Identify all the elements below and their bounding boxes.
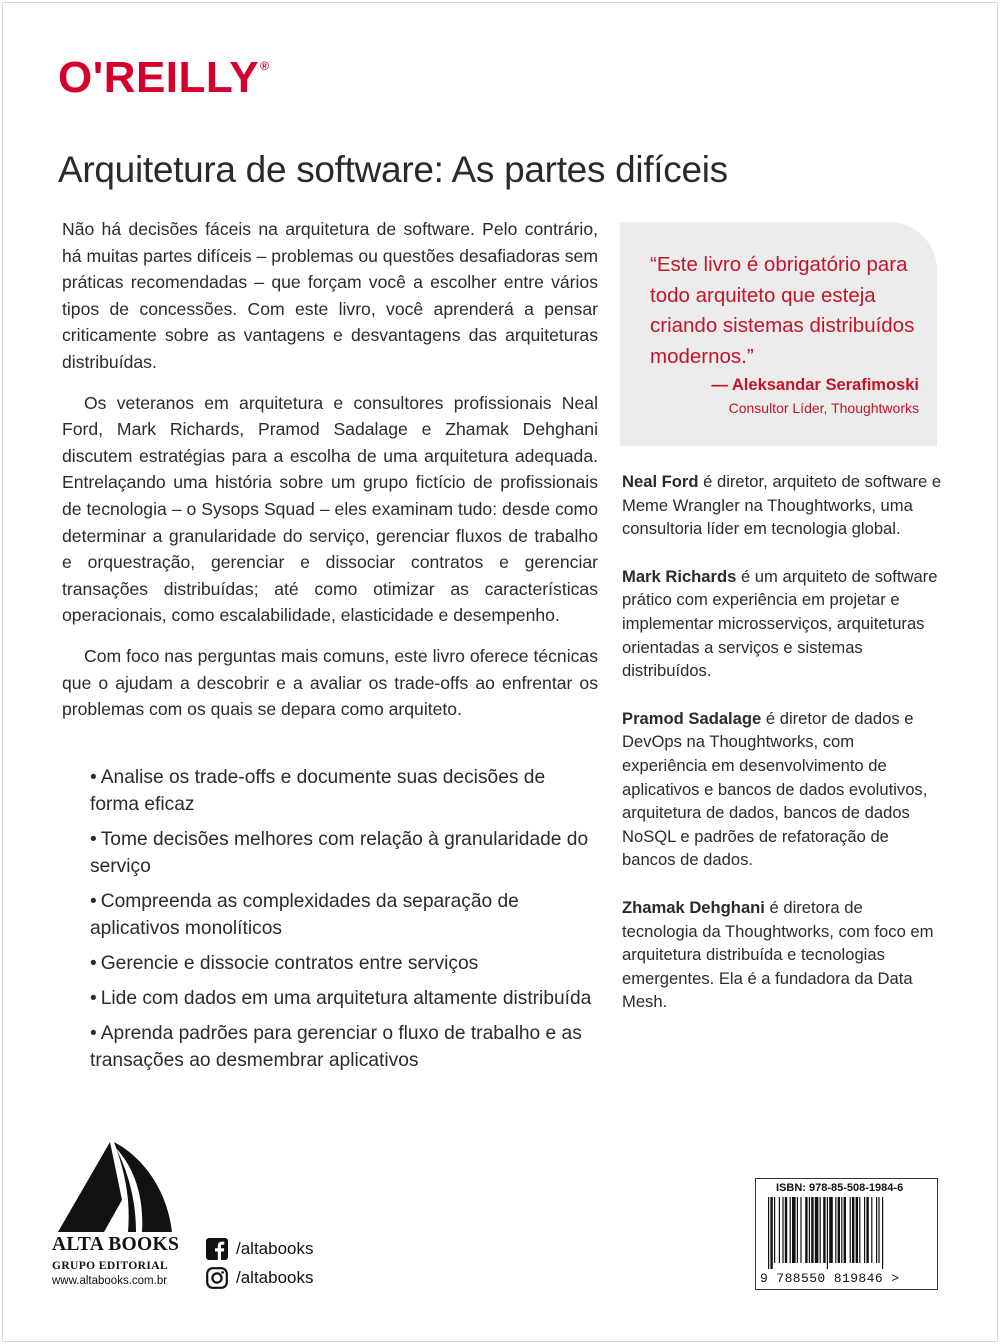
barcode-bar: [809, 1197, 810, 1263]
alta-books-subtitle: GRUPO EDITORIAL: [52, 1260, 169, 1272]
instagram-handle: /altabooks: [236, 1268, 314, 1287]
alta-books-triangle-icon: [52, 1140, 198, 1234]
feature-item: • Gerencie e dissocie contratos entre serviços: [90, 953, 479, 974]
description-paragraph: Não há decisões fáceis na arquitetura de software. Pelo contrário, há muitas partes difíceis – problemas ou questões desafiadoras sem práticas recomendadas – que forçam você a escolher entre vários tipos de concessões. Com este livro, você aprenderá a pensar criticamente sobre as vantagens e desvantagens das arquiteturas distribuídas.: [62, 219, 598, 372]
oreilly-logo-text: O'REILLY: [58, 53, 260, 102]
barcode-bar: [878, 1197, 879, 1263]
barcode-bar: [815, 1197, 819, 1263]
barcode: [768, 1197, 928, 1269]
quote-author-role: Consultor Líder, Thoughtworks: [728, 400, 919, 416]
description-paragraph: Os veteranos em arquitetura e consultores profissionais Neal Ford, Mark Richards, Pramod Sadalage e Zhamak Dehghani discutem estratégias para a escolha de uma arquitetura adequada. Entrelaçando uma história sobre um grupo fictício de profissionais de tecnologia – o Sysops Squad – eles examinam tudo: desde como determinar a granularidade do serviço, gerenciar fluxos de trabalho e orquestração, gerenciar e dissociar contratos e gerenciar transações distribuídas; até como otimizar as características operacionais, como escalabilidade, elasticidade e desempenho.: [62, 392, 598, 626]
endorsement-quote-box: [620, 222, 937, 446]
barcode-bar: [864, 1197, 865, 1263]
barcode-bar: [844, 1197, 846, 1263]
feature-item: • Analise os trade-offs e documente suas decisões de forma eficaz: [90, 767, 546, 815]
barcode-bar: [770, 1197, 772, 1269]
social-links: [206, 1236, 314, 1294]
barcode-bar: [829, 1197, 833, 1263]
barcode-bar: [876, 1197, 877, 1263]
author-bio: Pramod Sadalage é diretor de dados e DevOps na Thoughtworks, com experiência em desenvolvimento de aplicativos e bancos de dados evolutivos, arquitetura de dados, bancos de dados NoSQL e padrões de refatoração de bancos de dados.: [622, 708, 928, 870]
barcode-bar: [797, 1197, 798, 1263]
barcode-bar: [768, 1197, 769, 1269]
feature-item: • Aprenda padrões para gerenciar o fluxo de trabalho e as transações ao desmembrar aplicativos: [90, 1023, 582, 1071]
barcode-bar: [835, 1197, 836, 1263]
facebook-handle: /altabooks: [236, 1239, 314, 1258]
barcode-bar: [856, 1197, 858, 1263]
barcode-bar: [823, 1197, 825, 1263]
instagram-link[interactable]: [206, 1265, 314, 1291]
book-title: Arquitetura de software: As partes difíceis: [58, 149, 728, 190]
author-bios: [622, 470, 942, 1038]
quote-author: — Aleksandar Serafimoski: [711, 376, 919, 394]
barcode-bar: [805, 1197, 807, 1263]
barcode-bar: [866, 1197, 868, 1263]
author-bio: Neal Ford é diretor, arquiteto de software e Meme Wrangler na Thoughtworks, uma consultoria líder em tecnologia global.: [622, 472, 942, 539]
barcode-bar: [827, 1197, 828, 1269]
barcode-bar: [782, 1197, 783, 1263]
instagram-icon: [206, 1267, 228, 1289]
author-name: Zhamak Dehghani: [622, 897, 765, 917]
barcode-bar: [779, 1197, 780, 1263]
author-name: Neal Ford: [622, 472, 699, 491]
author-bio: Mark Richards é um arquiteto de software prático com experiência em projetar e implementar microsserviços, arquiteturas orientadas a serviços e sistemas distribuídos.: [622, 566, 938, 681]
barcode-bar: [882, 1197, 883, 1269]
feature-list: [90, 764, 595, 1082]
feature-item: • Tome decisões melhores com relação à granularidade do serviço: [90, 829, 589, 877]
facebook-icon: [206, 1238, 228, 1260]
barcode-bar: [792, 1197, 796, 1263]
author-name: Mark Richards: [622, 566, 737, 586]
oreilly-logo: O'REILLY®: [58, 53, 270, 102]
feature-item: • Lide com dados em uma arquitetura altamente distribuída: [90, 988, 592, 1009]
description-paragraph: Com foco nas perguntas mais comuns, este livro oferece técnicas que o ajudam a descobrir e a avaliar os trade-offs ao enfrentar os problemas com os quais se depara como arquiteto.: [62, 645, 598, 720]
barcode-bar: [841, 1197, 842, 1263]
barcode-bar: [800, 1197, 801, 1263]
barcode-bar: [820, 1197, 821, 1263]
barcode-bar: [838, 1197, 840, 1263]
barcode-bar: [850, 1197, 851, 1263]
isbn-digits: 9 788550 819846 >: [760, 1271, 900, 1286]
feature-item: • Compreenda as complexidades da separação de aplicativos monolíticos: [90, 891, 519, 939]
facebook-link[interactable]: [206, 1236, 314, 1262]
barcode-bar: [859, 1197, 860, 1263]
barcode-bar: [811, 1197, 813, 1263]
barcode-bar: [774, 1197, 775, 1263]
alta-books-name: ALTA BOOKS: [52, 1234, 180, 1255]
barcode-bar: [871, 1197, 872, 1263]
isbn-barcode-box: [755, 1178, 938, 1290]
alta-books-url: www.altabooks.com.br: [52, 1275, 168, 1287]
barcode-bar: [852, 1197, 854, 1263]
description-column: [62, 216, 598, 737]
barcode-bar: [785, 1197, 787, 1263]
barcode-bar: [790, 1197, 791, 1263]
author-bio: Zhamak Dehghani é diretora de tecnologia da Thoughtworks, com foco em arquitetura distribuída e tecnologias emergentes. Ela é a fundadora da Data Mesh.: [622, 897, 934, 1012]
quote-text: “Este livro é obrigatório para todo arquiteto que esteja criando sistemas distribuídos modernos.”: [650, 253, 915, 368]
author-name: Pramod Sadalage: [622, 708, 762, 728]
isbn-label: ISBN: 978-85-508-1984-6: [776, 1182, 904, 1194]
